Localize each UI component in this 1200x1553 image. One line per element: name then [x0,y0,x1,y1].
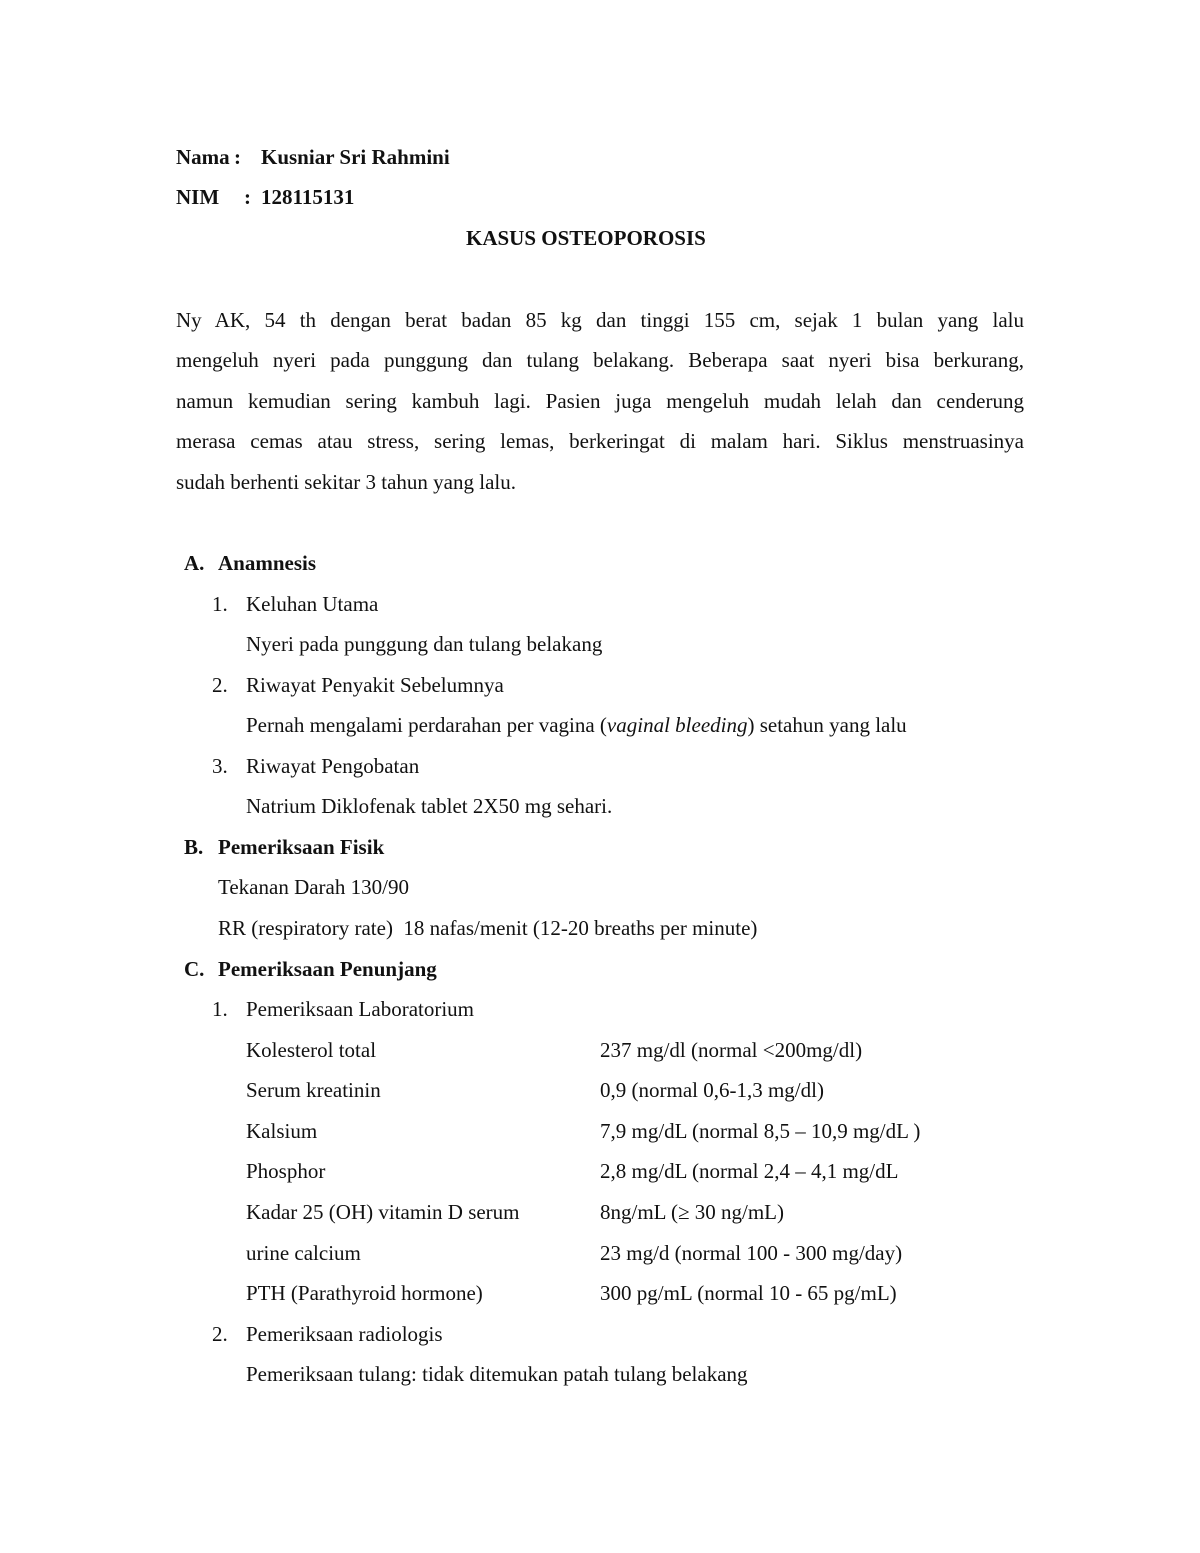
lab-test-value: 237 mg/dl (normal <200mg/dl) [600,1038,863,1062]
radiology-title: Pemeriksaan radiologis [246,1322,443,1346]
lab-test-value: 8ng/mL (≥ 30 ng/mL) [600,1200,784,1224]
section-c-title: Pemeriksaan Penunjang [218,957,437,981]
detail-text: ) setahun yang lalu [747,713,907,737]
student-name: Kusniar Sri Rahmini [261,145,450,169]
nim-label: NIM [176,185,220,209]
respiratory-rate-line: RR (respiratory rate) 18 nafas/menit (12-20 breaths per minute) [218,916,758,940]
blood-pressure-line: Tekanan Darah 130/90 [218,875,409,899]
lab-test-value: 300 pg/mL (normal 10 - 65 pg/mL) [600,1281,897,1305]
anamnesis-item-2-title: Riwayat Penyakit Sebelumnya [246,673,504,697]
lab-test-name: urine calcium [246,1241,361,1265]
case-line-3: namun kemudian sering kambuh lagi. Pasien juga mengeluh mudah lelah dan cenderung [176,389,1024,413]
anamnesis-item-1-title: Keluhan Utama [246,592,379,616]
radiology-detail: Pemeriksaan tulang: tidak ditemukan patah tulang belakang [246,1362,748,1386]
section-c-letter: C. [184,957,205,981]
detail-text: Pernah mengalami perdarahan per vagina ( [246,713,607,737]
lab-number: 1. [212,997,228,1021]
anamnesis-item-2-number: 2. [212,673,228,697]
lab-test-value: 23 mg/d (normal 100 - 300 mg/day) [600,1241,903,1265]
anamnesis-item-1-number: 1. [212,592,228,616]
anamnesis-item-3-title: Riwayat Pengobatan [246,754,420,778]
anamnesis-item-2-detail [246,713,907,737]
case-line-5: sudah berhenti sekitar 3 tahun yang lalu. [176,470,516,494]
name-label: Nama [176,145,230,169]
anamnesis-item-1-detail: Nyeri pada punggung dan tulang belakang [246,632,603,656]
lab-test-value: 7,9 mg/dL (normal 8,5 – 10,9 mg/dL ) [600,1119,921,1143]
section-b-letter: B. [184,835,204,859]
lab-test-name: Kalsium [246,1119,318,1143]
section-a-letter: A. [184,551,205,575]
lab-test-value: 0,9 (normal 0,6-1,3 mg/dl) [600,1078,824,1102]
lab-test-name: PTH (Parathyroid hormone) [246,1281,483,1305]
case-line-4: merasa cemas atau stress, sering lemas, berkeringat di malam hari. Siklus menstruasinya [176,429,1024,453]
lab-title: Pemeriksaan Laboratorium [246,997,475,1021]
section-a-title: Anamnesis [218,551,317,575]
case-line-1: Ny AK, 54 th dengan berat badan 85 kg dan tinggi 155 cm, sejak 1 bulan yang lalu [176,308,1024,332]
document-title: KASUS OSTEOPOROSIS [466,226,706,250]
radiology-number: 2. [212,1322,228,1346]
lab-test-value: 2,8 mg/dL (normal 2,4 – 4,1 mg/dL [600,1159,899,1183]
anamnesis-item-3-detail: Natrium Diklofenak tablet 2X50 mg sehari. [246,794,613,818]
name-separator: : [234,145,241,169]
section-b-title: Pemeriksaan Fisik [218,835,385,859]
nim-value: 128115131 [261,185,355,209]
lab-test-name: Phosphor [246,1159,326,1183]
nim-separator: : [244,185,251,209]
lab-test-name: Kolesterol total [246,1038,377,1062]
detail-italic-term: vaginal bleeding [606,713,748,737]
lab-test-name: Serum kreatinin [246,1078,381,1102]
lab-test-name: Kadar 25 (OH) vitamin D serum [246,1200,520,1224]
anamnesis-item-3-number: 3. [212,754,228,778]
case-line-2: mengeluh nyeri pada punggung dan tulang belakang. Beberapa saat nyeri bisa berkurang, [176,348,1024,372]
